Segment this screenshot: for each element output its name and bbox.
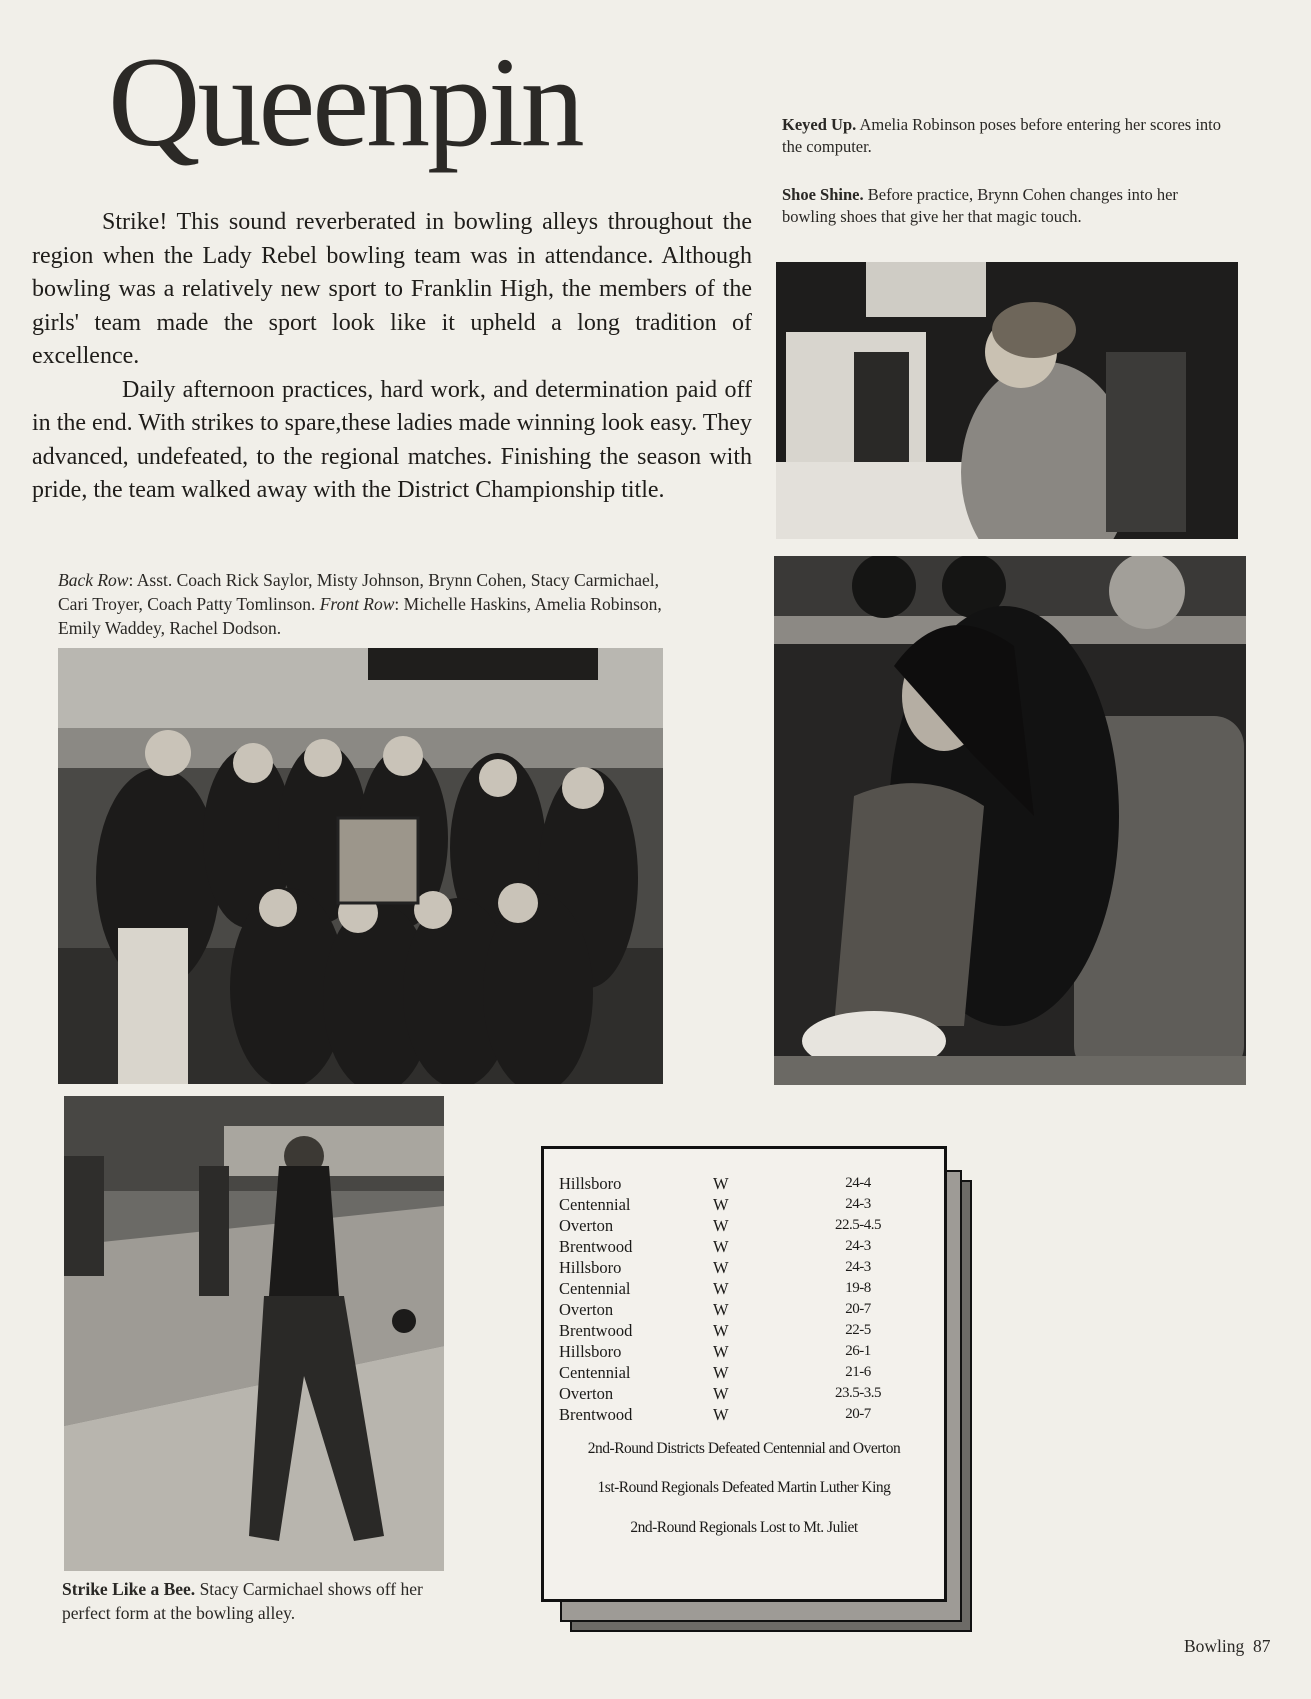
opponent-name: Centennial [559, 1363, 631, 1382]
strike-like-a-bee-photo [64, 1096, 444, 1571]
match-score: 20-7 [845, 1406, 871, 1422]
page-folio [1184, 1636, 1271, 1657]
result-row [559, 1173, 934, 1194]
opponent-name: Brentwood [559, 1237, 633, 1256]
opponent-name: Overton [559, 1300, 614, 1319]
team-photo-caption [58, 568, 668, 640]
match-result: W [713, 1195, 729, 1214]
result-row [559, 1215, 934, 1236]
shoe-shine-caption-title: Shoe Shine. [782, 185, 864, 204]
opponent-name: Brentwood [559, 1321, 633, 1340]
keyed-up-photo [776, 262, 1238, 539]
match-result: W [713, 1216, 729, 1235]
front-row-names: : Michelle Haskins, Amelia Robinson, Emily Waddey, Rachel Dodson. [58, 594, 662, 638]
opponent-name: Hillsboro [559, 1258, 622, 1277]
match-result: W [713, 1300, 729, 1319]
result-row [559, 1320, 934, 1341]
team-photo [58, 648, 663, 1084]
strike-caption-title: Strike Like a Bee. [62, 1579, 196, 1599]
match-result: W [713, 1384, 729, 1403]
result-row [559, 1257, 934, 1278]
scoreboard-note: 1st-Round Regionals Defeated Martin Luther King [597, 1478, 891, 1496]
match-score: 24-3 [845, 1259, 871, 1275]
keyed-up-caption-text: Amelia Robinson poses before entering her scores into the computer. [782, 115, 1221, 156]
match-score: 24-4 [845, 1175, 871, 1191]
opponent-name: Hillsboro [559, 1174, 622, 1193]
front-row-label: Front Row [319, 594, 395, 614]
match-score: 22.5-4.5 [835, 1217, 881, 1233]
result-row [559, 1404, 934, 1425]
match-result: W [713, 1342, 729, 1361]
scoreboard-results [559, 1173, 934, 1425]
opponent-name: Overton [559, 1384, 614, 1403]
scoreboard-note: 2nd-Round Districts Defeated Centennial and Overton [587, 1440, 901, 1457]
match-result: W [713, 1237, 729, 1256]
opponent-name: Overton [559, 1216, 614, 1235]
match-result: W [713, 1321, 729, 1340]
match-score: 20-7 [845, 1301, 871, 1317]
match-score: 21-6 [845, 1364, 871, 1380]
result-row [559, 1278, 934, 1299]
page-number: 87 [1253, 1636, 1271, 1656]
match-result: W [713, 1405, 729, 1424]
shoe-shine-photo [774, 556, 1246, 1085]
match-score: 24-3 [845, 1196, 871, 1212]
shoe-shine-caption [782, 184, 1232, 228]
back-row-label: Back Row [58, 570, 129, 590]
folio-section: Bowling [1184, 1636, 1245, 1656]
keyed-up-caption [782, 114, 1222, 158]
result-row [559, 1299, 934, 1320]
intro-text [32, 206, 752, 508]
opponent-name: Hillsboro [559, 1342, 622, 1361]
result-row [559, 1236, 934, 1257]
match-result: W [713, 1174, 729, 1193]
scoreboard-content [559, 1173, 934, 1539]
intro-paragraph-2: Daily afternoon practices, hard work, and determination paid off in the end. With strikes to spare,these ladies made winning look easy. They advanced, undefeated, to the regional matches. Finishing the season with pride, the team walked away with the District Championship title. [32, 376, 752, 503]
scoreboard-note: 2nd-Round Regionals Lost to Mt. Juliet [630, 1519, 858, 1536]
match-score: 22-5 [845, 1322, 871, 1338]
back-row-names: : Asst. Coach Rick Saylor, Misty Johnson, Brynn Cohen, Stacy Carmichael, Cari Troyer, Coach Patty Tomlinson. [58, 570, 660, 614]
scoreboard [541, 1146, 947, 1602]
result-row [559, 1341, 934, 1362]
intro-paragraph-1: Strike! This sound reverberated in bowling alleys throughout the region when the Lady Rebel bowling team was in attendance. Although bowling was a relatively new sport to Franklin High, the members of the girls' team made the sport look like it upheld a long tradition of excellence. [32, 209, 752, 369]
keyed-up-caption-title: Keyed Up. [782, 115, 857, 134]
match-result: W [713, 1363, 729, 1382]
match-score: 24-3 [845, 1238, 871, 1254]
opponent-name: Centennial [559, 1279, 631, 1298]
opponent-name: Centennial [559, 1195, 631, 1214]
match-score: 23.5-3.5 [835, 1385, 881, 1401]
match-result: W [713, 1258, 729, 1277]
result-row [559, 1383, 934, 1404]
result-row [559, 1194, 934, 1215]
strike-like-a-bee-caption [62, 1577, 462, 1625]
page-title: Queenpin [108, 31, 582, 173]
match-score: 19-8 [845, 1280, 871, 1296]
result-row [559, 1362, 934, 1383]
match-score: 26-1 [845, 1343, 871, 1359]
opponent-name: Brentwood [559, 1405, 633, 1424]
strike-caption-text: Stacy Carmichael shows off her perfect form at the bowling alley. [62, 1579, 423, 1623]
shoe-shine-caption-text: Before practice, Brynn Cohen changes into her bowling shoes that give her that magic touch. [782, 185, 1178, 226]
match-result: W [713, 1279, 729, 1298]
